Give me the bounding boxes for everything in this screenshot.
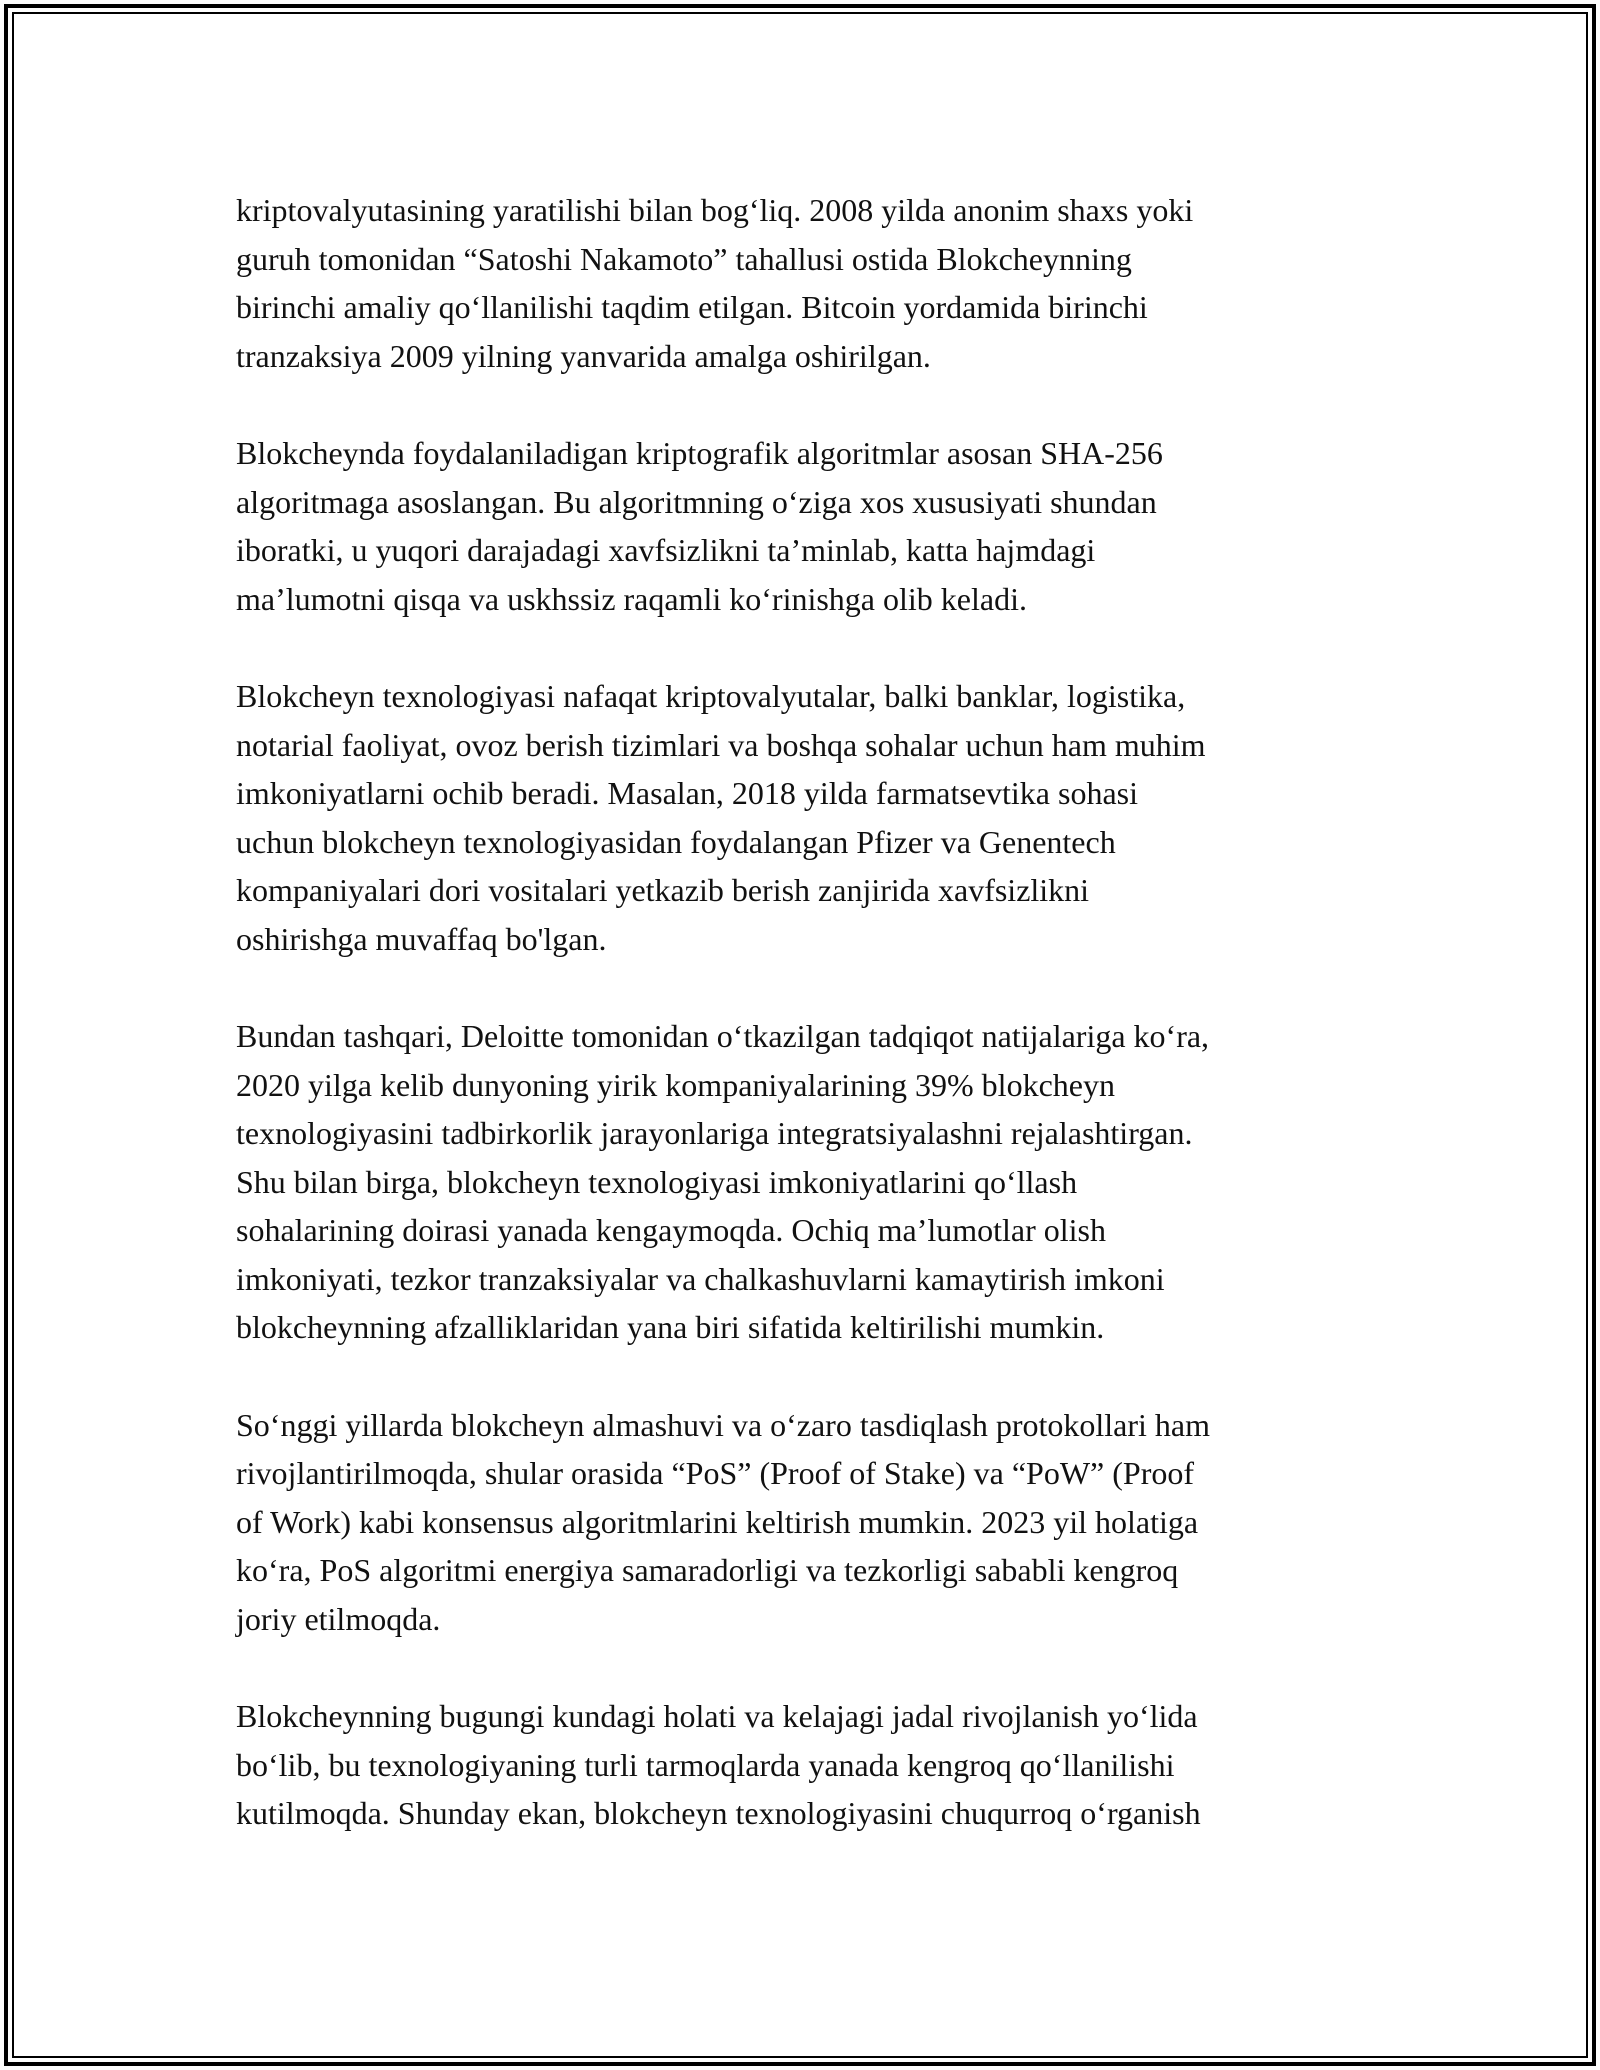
text-line: kompaniyalari dori vositalari yetkazib berish zanjirida xavfsizlikni xyxy=(236,872,1090,908)
text-line: joriy etilmoqda. xyxy=(236,1600,441,1637)
text-line: texnologiyasini tadbirkorlik jarayonlariga integratsiyalashni rejalashtirgan. xyxy=(236,1115,1193,1151)
text-line: rivojlantirilmoqda, shular orasida “PoS” (Proof of Stake) va “PoW” (Proof xyxy=(236,1455,1194,1491)
text-line: iboratki, u yuqori darajadagi xavfsizlikni ta’minlab, katta hajmdagi xyxy=(236,532,1096,568)
text-line: Blokcheynda foydalaniladigan kriptografik algoritmlar asosan SHA-256 xyxy=(236,435,1163,471)
document-body xyxy=(236,186,1386,1887)
text-line: So‘nggi yillarda blokcheyn almashuvi va o‘zaro tasdiqlash protokollari ham xyxy=(236,1406,1210,1443)
text-line: tranzaksiya 2009 yilning yanvarida amalga oshirilgan. xyxy=(236,337,931,374)
paragraph-applications xyxy=(236,672,1386,963)
text-line: imkoniyatlarni ochib beradi. Masalan, 2018 yilda farmatsevtika sohasi xyxy=(236,775,1138,811)
text-line: 2020 yilga kelib dunyoning yirik kompaniyalarining 39% blokcheyn xyxy=(236,1066,1115,1103)
text-line: notarial faoliyat, ovoz berish tizimlari va boshqa sohalar uchun ham muhim xyxy=(236,726,1206,763)
text-line: Blokcheyn texnologiyasi nafaqat kriptovalyutalar, balki banklar, logistika, xyxy=(236,678,1186,714)
text-line: bo‘lib, bu texnologiyaning turli tarmoqlarda yanada kengroq qo‘llanilishi xyxy=(236,1746,1175,1783)
text-line: uchun blokcheyn texnologiyasidan foydalangan Pfizer va Genentech xyxy=(236,823,1116,860)
text-line: imkoniyati, tezkor tranzaksiyalar va chalkashuvlarni kamaytirish imkoni xyxy=(236,1260,1165,1297)
paragraph-deloitte-study xyxy=(236,1012,1386,1352)
paragraph-bitcoin-origin xyxy=(236,186,1386,380)
text-line: algoritmaga asoslangan. Bu algoritmning o‘ziga xos xususiyati shundan xyxy=(236,483,1157,520)
text-line: of Work) kabi konsensus algoritmlarini keltirish mumkin. 2023 yil holatiga xyxy=(236,1503,1199,1540)
text-line: Blokcheynning bugungi kundagi holati va kelajagi jadal rivojlanish yo‘lida xyxy=(236,1698,1198,1734)
paragraph-sha256 xyxy=(236,429,1386,623)
text-line: kutilmoqda. Shunday ekan, blokcheyn texnologiyasini chuqurroq o‘rganish xyxy=(236,1795,1201,1831)
text-line: sohalarining doirasi yanada kengaymoqda. Ochiq ma’lumotlar olish xyxy=(236,1212,1106,1248)
text-line: oshirishga muvaffaq bo'lgan. xyxy=(236,920,607,957)
text-line: blokcheynning afzalliklaridan yana biri sifatida keltirilishi mumkin. xyxy=(236,1309,1105,1345)
text-line: guruh tomonidan “Satoshi Nakamoto” tahallusi ostida Blokcheynning xyxy=(236,240,1132,277)
text-line: Shu bilan birga, blokcheyn texnologiyasi imkoniyatlarini qo‘llash xyxy=(236,1163,1078,1200)
text-line: ma’lumotni qisqa va uskhssiz raqamli ko‘rinishga olib keladi. xyxy=(236,580,1027,617)
paragraph-consensus xyxy=(236,1401,1386,1644)
text-line: kriptovalyutasining yaratilishi bilan bog‘liq. 2008 yilda anonim shaxs yoki xyxy=(236,192,1194,228)
text-line: birinchi amaliy qo‘llanilishi taqdim etilgan. Bitcoin yordamida birinchi xyxy=(236,289,1148,325)
paragraph-future xyxy=(236,1692,1386,1838)
text-line: ko‘ra, PoS algoritmi energiya samaradorligi va tezkorligi sababli kengroq xyxy=(236,1552,1179,1588)
text-line: Bundan tashqari, Deloitte tomonidan o‘tkazilgan tadqiqot natijalariga ko‘ra, xyxy=(236,1018,1210,1054)
